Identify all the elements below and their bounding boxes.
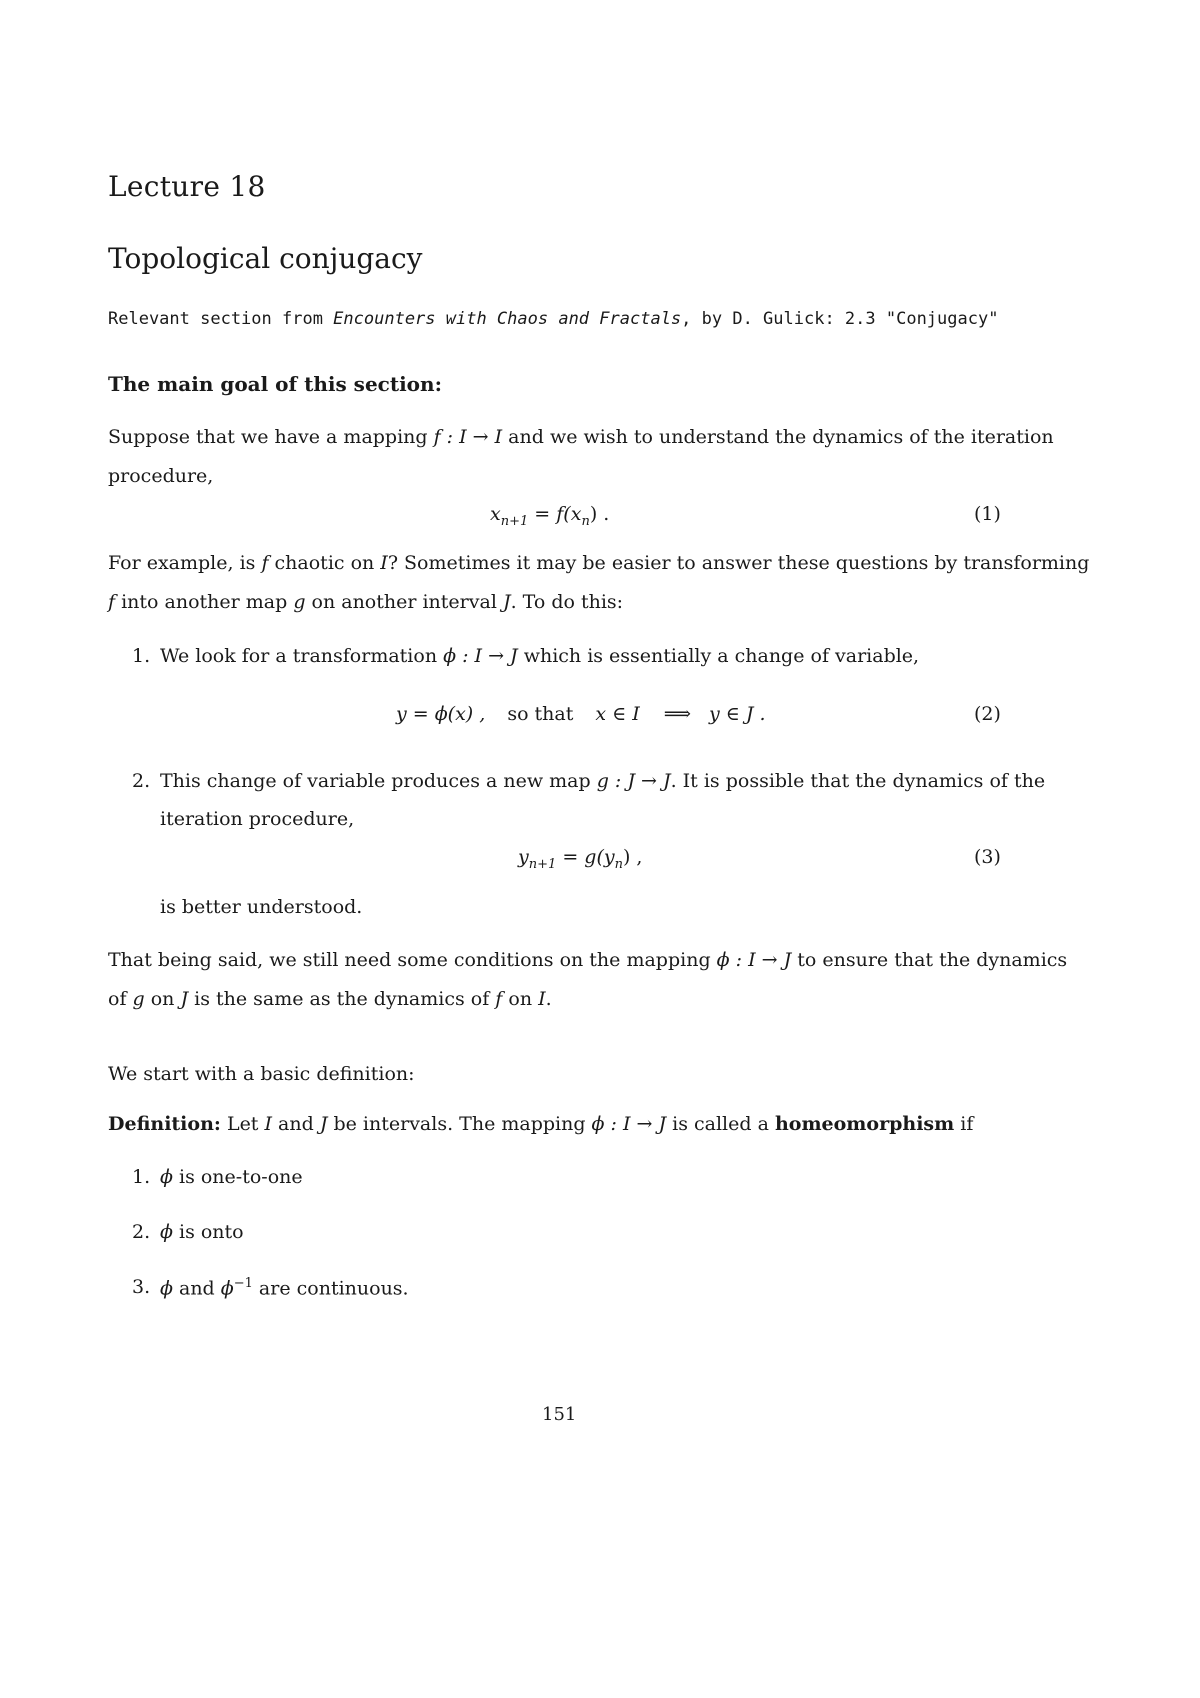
equation-1 [490,503,609,529]
text: ? Sometimes it may be easier to answer these questions by transforming [387,552,1090,574]
section-title: Topological conjugacy [108,242,423,275]
math: g [293,591,306,613]
text: into another map [115,591,294,613]
math: f [261,552,269,574]
text: . To do this: [510,591,624,613]
math-map: ϕ : I → J [443,645,518,667]
math-map: ϕ : I → J [591,1113,667,1135]
def-item-3-number: 3. [132,1276,151,1298]
paragraph-3-line-2 [108,988,552,1010]
text: is called a [666,1113,775,1135]
text: on [502,988,539,1010]
math: ϕ [160,1221,173,1243]
item-2-line-1 [160,770,1045,792]
text: chaotic on [268,552,381,574]
math-map: ϕ : I → J [716,949,792,971]
paragraph-1-line-1 [108,426,1054,448]
def-item-1-number: 1. [132,1166,151,1188]
math: y ∈ J . [709,703,766,725]
item-1-number: 1. [132,645,151,667]
paragraph-4: We start with a basic definition: [108,1063,415,1085]
text: That being said, we still need some conditions on the mapping [108,949,717,971]
text: of [108,988,133,1010]
defined-term: homeomorphism [774,1113,955,1135]
math-map: g : J → J [596,770,671,792]
text: is the same as the dynamics of [188,988,496,1010]
book-title: Encounters with Chaos and Fractals [333,309,682,329]
math: f [495,988,503,1010]
equation-1-number: (1) [974,503,1001,525]
item-2-line-2: iteration procedure, [160,808,355,830]
equation-3 [518,846,642,872]
definition-label: Definition: [108,1113,221,1135]
lecture-title: Lecture 18 [108,170,266,203]
math-sub: n+1 [500,513,529,529]
relevant-section-line [108,309,998,329]
math-map: f : I → I [433,426,503,448]
math: = f(x [528,503,582,525]
math: x [490,503,501,525]
equation-3-number: (3) [974,846,1001,868]
superscript: −1 [233,1276,253,1291]
text: Let [220,1113,265,1135]
math: f [108,591,116,613]
text: be intervals. The mapping [327,1113,592,1135]
def-item-2-number: 2. [132,1221,151,1243]
text: and [272,1113,320,1135]
math: I [264,1113,272,1135]
math: ϕ [160,1166,173,1188]
text: are continuous. [252,1277,409,1300]
paragraph-1-line-2: procedure, [108,465,214,487]
def-item-2 [160,1221,244,1243]
text: which is essentially a change of variable, [517,645,920,667]
math: J [319,1113,328,1135]
math-sub: n+1 [528,856,557,872]
math: J [180,988,189,1010]
math: ϕ [220,1277,234,1300]
item-1-text [160,645,919,667]
math: J [502,591,511,613]
item-2-number: 2. [132,770,151,792]
relevant-suffix: , by D. Gulick: 2.3 "Conjugacy" [681,309,999,329]
paragraph-2-line-1 [108,552,1089,574]
math: I [380,552,388,574]
text: on [144,988,181,1010]
goal-heading: The main goal of this section: [108,372,442,396]
def-item-3 [160,1276,409,1299]
paragraph-3-line-1 [108,949,1067,971]
page-number: 151 [542,1404,577,1425]
relevant-prefix: Relevant section from [108,309,334,329]
equation-2-number: (2) [974,703,1001,725]
math: g [132,988,145,1010]
equation-2 [396,703,766,725]
text: so that [507,703,574,725]
math: ϕ [160,1277,173,1300]
paragraph-2-line-2 [108,591,623,613]
definition-line [108,1113,973,1135]
text: Suppose that we have a mapping [108,426,434,448]
text: . It is possible that the dynamics of the [670,770,1046,792]
math-sub: n [614,856,623,872]
math: y [518,846,529,868]
math: ) . [589,503,610,525]
text: if [954,1113,974,1135]
text: and we wish to understand the dynamics of the iteration [502,426,1054,448]
math: y = ϕ(x) , [396,703,486,725]
math: = g(y [556,846,615,868]
math: I [538,988,546,1010]
text: We look for a transformation [160,645,444,667]
math-sub: n [581,513,590,529]
text: is onto [172,1221,244,1243]
text: and [172,1277,221,1300]
text: to ensure that the dynamics [791,949,1068,971]
item-2-after: is better understood. [160,896,363,918]
text: is one-to-one [172,1166,303,1188]
text: For example, is [108,552,262,574]
def-item-1 [160,1166,303,1188]
text: This change of variable produces a new map [160,770,597,792]
text: . [545,988,552,1010]
implies-arrow: ⟹ [663,703,692,725]
text: on another interval [305,591,503,613]
math: x ∈ I [595,703,640,725]
math: ) , [622,846,643,868]
